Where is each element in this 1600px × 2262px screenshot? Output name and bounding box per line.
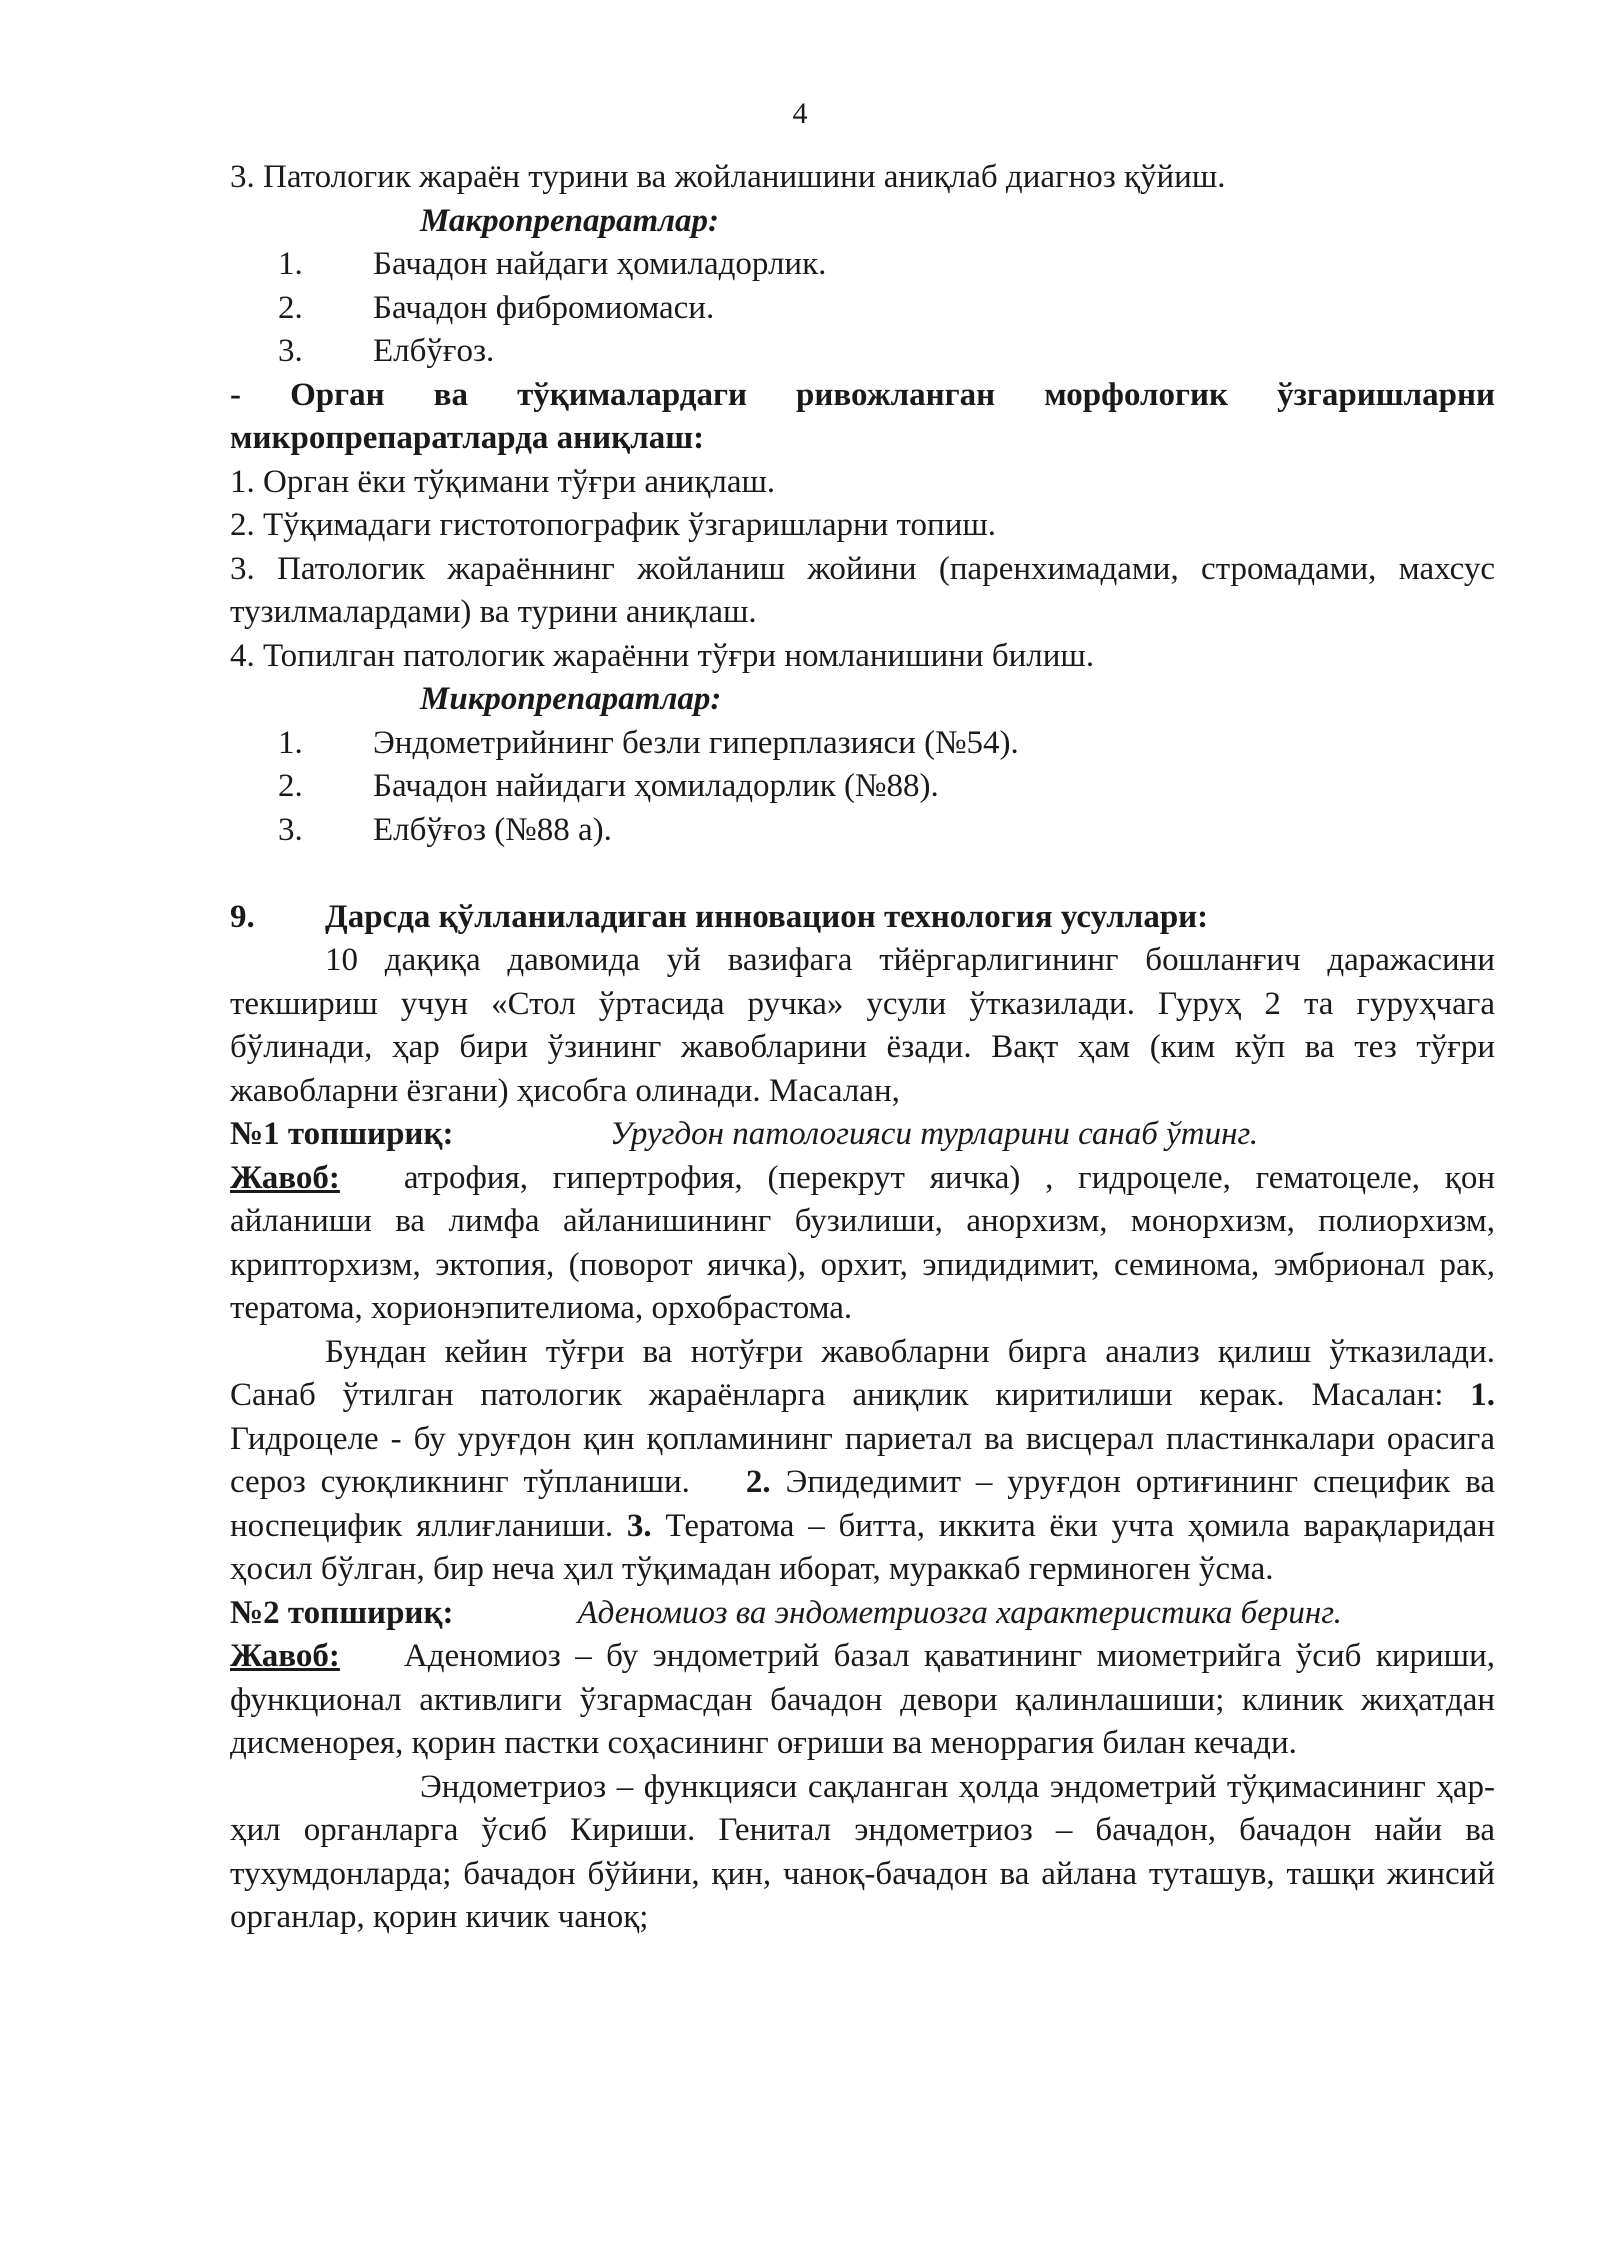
list-item xyxy=(230,243,1495,287)
analysis-text: Тератома – битта, иккита ёки учта ҳомила варақларидан ҳосил бўлган, бир неча ҳил тўқимадан иборат, мураккаб герминоген ўсма. xyxy=(230,1507,1495,1587)
analysis-text: Бундан кейин тўғри ва нотўғри жавобларни бирга анализ қилиш ўтказилади. Санаб ўтилган патологик жараёнларга аниқлик киритилиши керак. Масалан: xyxy=(230,1333,1495,1413)
micro-title: Микропрепаратлар: xyxy=(420,681,722,717)
list-text: Бачадон найидаги ҳомиладорлик (№88). xyxy=(373,768,939,804)
step: 2. Тўқимадаги гистотопографик ўзгаришларни топиш. xyxy=(230,507,997,543)
step: 1. Орган ёки тўқимани тўғри аниқлаш. xyxy=(230,463,776,500)
macro-title: Макропрепаратлар: xyxy=(420,202,720,239)
spacer xyxy=(230,852,1495,896)
list-item xyxy=(230,809,1495,853)
list-item xyxy=(230,765,1495,809)
analysis-number: 1. xyxy=(1470,1377,1495,1413)
answer-label: Жавоб: xyxy=(230,1638,340,1674)
section-heading xyxy=(230,896,1495,940)
list-text: Елбўғоз. xyxy=(373,333,495,369)
section-number: 9. xyxy=(230,898,255,935)
page-body xyxy=(230,156,1495,1940)
analysis-text: Гидроцеле - бу уруғдон қин қопламининг париетал ва висцерал пластинкалари орасига сероз суюқликнинг тўпланиши. xyxy=(230,1420,1495,1500)
endometriosis-paragraph: Эндометриоз – функцияси сақланган ҳолда эндометрий тўқимасининг ҳар-ҳил органларга ўсиб Кириши. Генитал эндометриоз – бачадон, бачадон найи ва тухумдонларда; бачадон бўйини, қин, чаноқ-бачадон ва айлана туташув, ташқи жинсий органлар, қорин кичик чаноқ; xyxy=(230,1768,1495,1935)
page-number: 4 xyxy=(792,97,808,130)
analysis-number: 2. xyxy=(745,1464,771,1500)
list-number: 2. xyxy=(278,768,303,804)
analysis-paragraph xyxy=(230,1331,1495,1592)
list-number: 3. xyxy=(278,811,303,848)
task-2 xyxy=(230,1592,1495,1636)
step: 3. Патологик жараённинг жойланиш жойини (паренхимадами, стромадами, махсус тузилмалардами) ва турини аниқлаш. xyxy=(230,550,1495,630)
answer-text: атрофия, гипертрофия, (перекрут яичка) , гидроцеле, гематоцеле, қон айланиши ва лимфа айланишининг бузилиши, анорхизм, монорхизм, полиорхизм, крипторхизм, эктопия, (поворот яичка), орхит, эпидидимит, семинома, эмбрионал рак, тератома, хорионэпителиома, орхобрастома. xyxy=(230,1159,1495,1326)
answer-label: Жавоб: xyxy=(230,1159,340,1196)
task-1 xyxy=(230,1113,1495,1157)
answer-text: Аденомиоз – бу эндометрий базал қаватининг миометрийга ўсиб кириши, функционал активлиги ўзгармасдан бачадон девори қалинлашиши; клиник жиҳатдан дисменорея, қорин пастки соҳасининг оғриши ва меноррагия билан кечади. xyxy=(230,1638,1495,1761)
organ-heading: - Орган ва тўқималардаги ривожланган морфологик ўзгаришларни микропрепаратларда аниқлаш: xyxy=(230,376,1495,456)
list-number: 1. xyxy=(278,724,303,761)
list-number: 1. xyxy=(278,246,303,282)
section-title: Дарсда қўлланиладиган инновацион технология усуллари: xyxy=(325,898,1209,935)
task-question: Уругдон патологияси турларини санаб ўтинг. xyxy=(610,1116,1259,1152)
list-number: 2. xyxy=(278,289,303,326)
paragraph-diagnosis: 3. Патологик жараён турини ва жойланишини аниқлаб диагноз қўйиш. xyxy=(230,159,1226,195)
step: 4. Топилган патологик жараённи тўғри номланишини билиш. xyxy=(230,637,1095,674)
list-text: Бачадон найдаги ҳомиладорлик. xyxy=(373,246,827,282)
analysis-number: 3. xyxy=(626,1507,652,1544)
list-text: Эндометрийнинг безли гиперплазияси (№54). xyxy=(373,724,1019,761)
list-item xyxy=(230,287,1495,331)
section-intro: 10 дақиқа давомида уй вазифага тйёргарлигининг бошланғич даражасини текшириш учун «Стол ўртасида ручка» усули ўтказилади. Гуруҳ 2 та гуруҳчага бўлинади, ҳар бири ўзининг жавобларини ёзади. Вақт ҳам (ким кўп ва тез тўғри жавобларни ёзгани) ҳисобга олинади. Масалан, xyxy=(230,942,1495,1109)
task-question: Аденомиоз ва эндометриозга характеристика беринг. xyxy=(577,1594,1342,1631)
list-text: Елбўғоз (№88 а). xyxy=(373,811,612,848)
task-2-answer xyxy=(230,1635,1495,1766)
list-item xyxy=(230,330,1495,374)
analysis-text: Эпидедимит – уруғдон ортиғининг специфик ва носпецифик яллиғланиши. xyxy=(230,1464,1495,1544)
list-number: 3. xyxy=(278,333,303,369)
task-1-answer xyxy=(230,1157,1495,1331)
list-text: Бачадон фибромиомаси. xyxy=(373,289,715,326)
list-item xyxy=(230,722,1495,766)
task-label: №2 топшириқ: xyxy=(230,1594,454,1631)
task-label: №1 топшириқ: xyxy=(230,1116,454,1152)
